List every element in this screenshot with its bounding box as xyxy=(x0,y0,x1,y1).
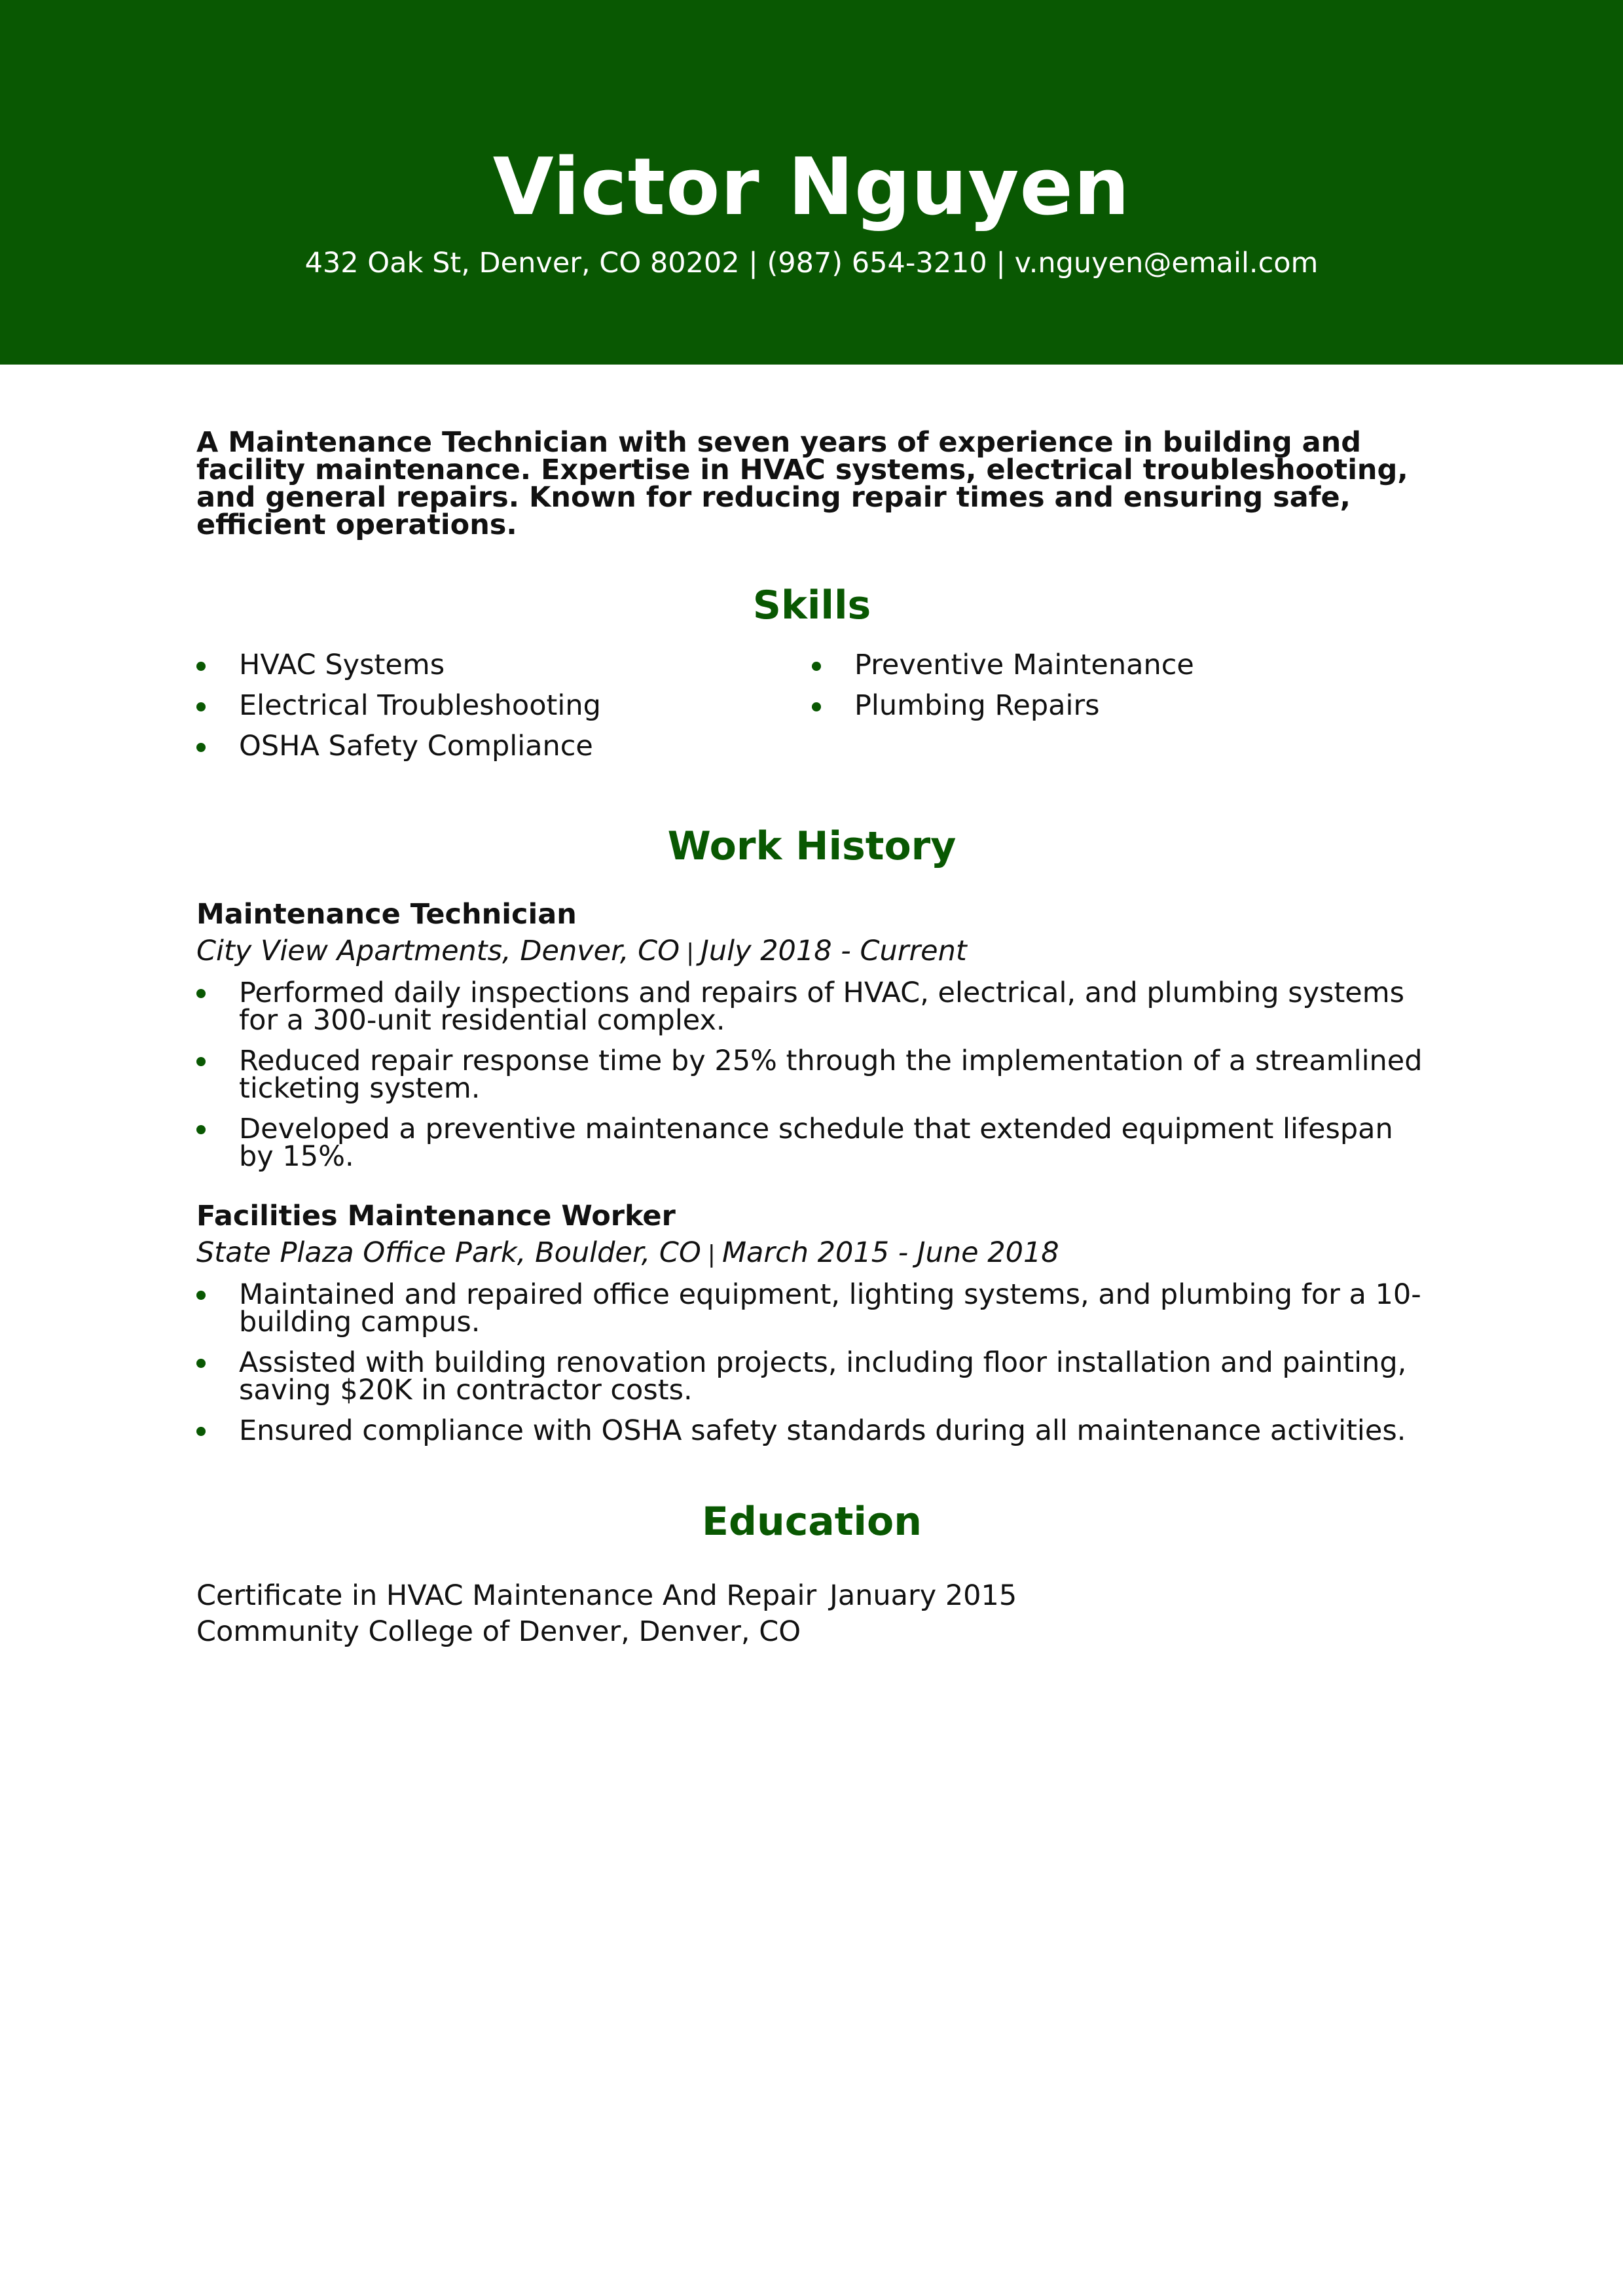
job-company: City View Apartments, Denver, CO xyxy=(196,935,680,967)
contact-info: 432 Oak St, Denver, CO 80202 | (987) 654-3210 | v.nguyen@email.com xyxy=(304,247,1319,279)
job-entry xyxy=(196,896,1427,1173)
professional-summary: A Maintenance Technician with seven years of experience in building and facility maintenance. Expertise in HVAC systems, electrical troubleshooting, and general repairs. Known for reducing repair times and ensuring safe, efficient operations. xyxy=(196,426,1408,541)
bullet-icon xyxy=(196,702,206,711)
bullet-icon xyxy=(196,662,206,671)
candidate-name: Victor Nguyen xyxy=(492,142,1131,233)
job-dates: July 2018 - Current xyxy=(701,935,967,967)
job-duties xyxy=(196,977,1427,1173)
bullet-icon xyxy=(196,1057,206,1066)
bullet-icon xyxy=(812,702,821,711)
duty-item: Performed daily inspections and repairs of HVAC, electrical, and plumbing systems for a 300-unit residential complex. xyxy=(196,979,1427,1034)
bullet-icon xyxy=(196,1427,206,1436)
skills-column-left xyxy=(196,649,812,770)
duty-item: Developed a preventive maintenance schedule that extended equipment lifespan by 15%. xyxy=(196,1115,1427,1170)
school: Community College of Denver, Denver, CO xyxy=(196,1615,801,1648)
skill-item: OSHA Safety Compliance xyxy=(196,730,812,770)
skill-item: Preventive Maintenance xyxy=(812,649,1427,689)
education-line xyxy=(196,1578,1427,1614)
skill-item: Electrical Troubleshooting xyxy=(196,689,812,730)
job-duties xyxy=(196,1278,1427,1447)
resume-header xyxy=(0,0,1623,365)
skills-list xyxy=(196,649,1427,770)
degree: Certificate in HVAC Maintenance And Repair xyxy=(196,1579,817,1612)
bullet-icon xyxy=(196,743,206,752)
bullet-icon xyxy=(196,1125,206,1134)
duty-item: Ensured compliance with OSHA safety standards during all maintenance activities. xyxy=(196,1417,1427,1444)
separator: | xyxy=(707,1241,716,1268)
duty-item: Maintained and repaired office equipment, lighting systems, and plumbing for a 10-building campus. xyxy=(196,1281,1427,1336)
skill-item: Plumbing Repairs xyxy=(812,689,1427,730)
bullet-icon xyxy=(812,662,821,671)
duty-item: Assisted with building renovation projects, including floor installation and painting, saving $20K in contractor costs. xyxy=(196,1349,1427,1404)
education-entry xyxy=(196,1578,1427,1650)
job-entry xyxy=(196,1198,1427,1447)
duty-item: Reduced repair response time by 25% through the implementation of a streamlined ticketing system. xyxy=(196,1047,1427,1102)
skills-column-right xyxy=(812,649,1427,770)
job-company: State Plaza Office Park, Boulder, CO xyxy=(196,1236,701,1269)
work-history-heading: Work History xyxy=(667,823,957,869)
education-heading: Education xyxy=(702,1499,922,1545)
resume-body xyxy=(196,426,1427,1650)
job-dates: March 2015 - June 2018 xyxy=(721,1236,1059,1269)
job-title: Maintenance Technician xyxy=(196,898,577,931)
bullet-icon xyxy=(196,1359,206,1368)
bullet-icon xyxy=(196,989,206,998)
skill-item: HVAC Systems xyxy=(196,649,812,689)
separator: | xyxy=(686,939,695,966)
job-title: Facilities Maintenance Worker xyxy=(196,1200,676,1232)
job-meta xyxy=(196,933,1427,971)
education-date: January 2015 xyxy=(830,1579,1017,1612)
skills-heading: Skills xyxy=(752,583,871,628)
bullet-icon xyxy=(196,1291,206,1300)
job-meta xyxy=(196,1234,1427,1273)
